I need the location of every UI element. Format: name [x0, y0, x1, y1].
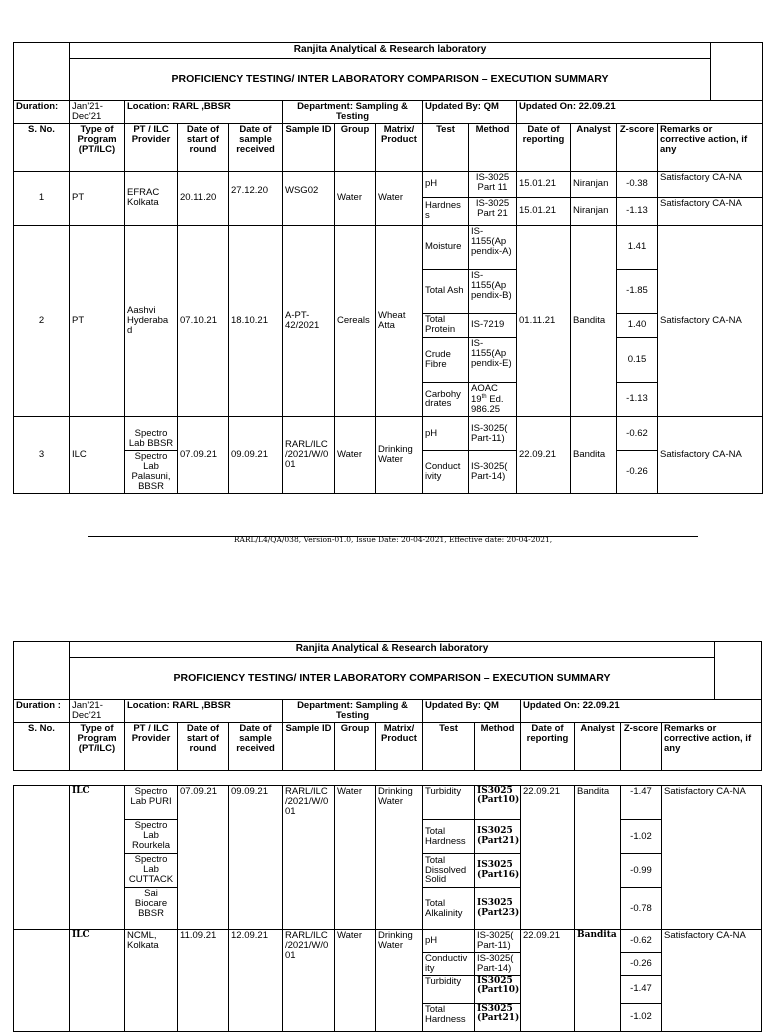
- method-cell: IS3025 (Part21): [475, 820, 521, 854]
- sno-cell: 2: [14, 225, 70, 416]
- method-cell: IS-3025( Part-11): [469, 417, 517, 451]
- test-cell: Hardnes s: [423, 197, 469, 225]
- zscore-cell: -1.85: [617, 269, 658, 313]
- test-cell: pH: [423, 417, 469, 451]
- method-cell: IS-3025 Part 21: [469, 197, 517, 225]
- title-spacer: [711, 59, 763, 101]
- sno-cell: [14, 786, 70, 930]
- type-cell: PT: [70, 225, 125, 416]
- method-superscript: th: [481, 393, 487, 400]
- duration-value: Jan'21-Dec'21: [70, 700, 125, 723]
- method-cell: IS-3025 Part 11: [469, 171, 517, 197]
- matrix-cell: Drinking Water: [376, 417, 423, 494]
- remark-cell: Satisfactory CA-NA: [658, 171, 763, 197]
- summary-table-page2-body: [13, 785, 762, 1032]
- test-cell: Conductiv ity: [423, 952, 475, 975]
- title-spacer: [14, 43, 70, 59]
- start-date-cell: 07.09.21: [178, 417, 229, 494]
- col-header-test: Test: [423, 123, 469, 171]
- type-cell: ILC: [70, 417, 125, 494]
- col-header-zscore: Z-score: [617, 123, 658, 171]
- col-header-start: Date of start of round: [178, 722, 229, 770]
- col-header-remarks: Remarks or corrective action, if any: [658, 123, 763, 171]
- remark-cell: Satisfactory CA-NA: [662, 930, 762, 1032]
- department: Department: Sampling & Testing: [283, 700, 423, 723]
- test-cell: Crude Fibre: [423, 337, 469, 382]
- col-header-matrix: Matrix/ Product: [376, 722, 423, 770]
- col-header-type: Type of Program (PT/ILC): [70, 722, 125, 770]
- method-cell: IS3025 (Part16): [475, 854, 521, 888]
- start-date-cell: 20.11.20: [178, 171, 229, 225]
- col-header-remarks: Remarks or corrective action, if any: [662, 722, 762, 770]
- test-cell: Total Hardness: [423, 1003, 475, 1031]
- sno-cell: 3: [14, 417, 70, 494]
- col-header-sample-id: Sample ID: [283, 123, 335, 171]
- document-title: PROFICIENCY TESTING/ INTER LABORATORY COMPARISON – EXECUTION SUMMARY: [70, 658, 715, 700]
- col-header-analyst: Analyst: [575, 722, 621, 770]
- method-cell: IS3025 (Part10): [475, 786, 521, 820]
- table-row: [14, 786, 762, 820]
- col-header-group: Group: [335, 123, 376, 171]
- start-date-cell: 07.09.21: [178, 786, 229, 930]
- sample-id-cell: RARL/ILC /2021/W/0 01: [283, 930, 335, 1032]
- provider-cell: Spectro Lab BBSR: [125, 417, 178, 451]
- summary-table-page2-header: [13, 641, 762, 771]
- col-header-type: Type of Program (PT/ILC): [70, 123, 125, 171]
- type-cell: PT: [70, 171, 125, 225]
- test-cell: Total Dissolved Solid: [423, 854, 475, 888]
- table-row: [14, 171, 763, 197]
- table-row: [14, 225, 763, 269]
- zscore-cell: -1.02: [621, 1003, 662, 1031]
- sample-id-cell: A-PT-42/2021: [283, 225, 335, 416]
- provider-text: Spectro Lab CUTTACK: [128, 854, 174, 885]
- col-header-sno: S. No.: [14, 722, 70, 770]
- sno-cell: 1: [14, 171, 70, 225]
- test-cell: Moisture: [423, 225, 469, 269]
- test-cell: Total Alkalinity: [423, 888, 475, 930]
- duration-label: Duration:: [14, 101, 70, 124]
- table-row: [14, 930, 762, 953]
- reporting-date-cell: 22.09.21: [521, 786, 575, 930]
- zscore-cell: -1.02: [621, 820, 662, 854]
- title-spacer: [715, 658, 762, 700]
- title-spacer: [14, 658, 70, 700]
- document-footer: RARL/L4/QA/038, Version-01.0, Issue Date: 20-04-2021, Effective date: 20-04-2021,: [233, 535, 553, 544]
- zscore-cell: -0.62: [621, 930, 662, 953]
- method-cell: [469, 382, 517, 416]
- start-date-cell: 07.10.21: [178, 225, 229, 416]
- updated-on: Updated On: 22.09.21: [521, 700, 762, 723]
- matrix-cell: Wheat Atta: [376, 225, 423, 416]
- remark-cell: Satisfactory CA-NA: [662, 786, 762, 930]
- received-date-cell: 09.09.21: [229, 786, 283, 930]
- col-header-group: Group: [335, 722, 376, 770]
- group-cell: Water: [335, 930, 376, 1032]
- zscore-cell: -0.78: [621, 888, 662, 930]
- sample-id-cell: RARL/ILC /2021/W/0 01: [283, 417, 335, 494]
- provider-cell: EFRAC Kolkata: [125, 171, 178, 225]
- provider-cell: Sai Biocare BBSR: [125, 888, 178, 930]
- col-header-provider: PT / ILC Provider: [125, 722, 178, 770]
- method-cell: IS3025 (Part23): [475, 888, 521, 930]
- zscore-cell: 0.15: [617, 337, 658, 382]
- reporting-date-cell: 15.01.21: [517, 197, 571, 225]
- analyst-cell: Bandita: [575, 930, 621, 1032]
- zscore-cell: -1.47: [621, 786, 662, 820]
- col-header-matrix: Matrix/ Product: [376, 123, 423, 171]
- start-date-cell: 11.09.21: [178, 930, 229, 1032]
- col-header-method: Method: [475, 722, 521, 770]
- location: Location: RARL ,BBSR: [125, 700, 283, 723]
- sample-id-cell: RARL/ILC /2021/W/0 01: [283, 786, 335, 930]
- provider-cell: [125, 854, 178, 888]
- matrix-cell: Water: [376, 171, 423, 225]
- method-cell: IS3025 (Part10): [475, 975, 521, 1003]
- test-cell: Total Hardness: [423, 820, 475, 854]
- updated-by: Updated By: QM: [423, 101, 517, 124]
- method-text: AOAC 19: [471, 382, 498, 406]
- type-cell: ILC: [70, 786, 125, 930]
- title-spacer: [14, 59, 70, 101]
- col-header-start: Date of start of round: [178, 123, 229, 171]
- col-header-analyst: Analyst: [571, 123, 617, 171]
- group-cell: Water: [335, 786, 376, 930]
- analyst-cell: Niranjan: [571, 197, 617, 225]
- zscore-cell: -0.99: [621, 854, 662, 888]
- provider-cell: Spectro Lab PURI: [125, 786, 178, 820]
- col-header-method: Method: [469, 123, 517, 171]
- method-cell: IS-3025( Part-14): [469, 451, 517, 494]
- zscore-cell: 1.40: [617, 313, 658, 337]
- col-header-sno: S. No.: [14, 123, 70, 171]
- zscore-cell: -0.62: [617, 417, 658, 451]
- reporting-date-cell: 01.11.21: [517, 225, 571, 416]
- lab-name: Ranjita Analytical & Research laboratory: [70, 43, 711, 59]
- col-header-provider: PT / ILC Provider: [125, 123, 178, 171]
- table-row: [14, 417, 763, 451]
- col-header-reporting: Date of reporting: [517, 123, 571, 171]
- provider-cell: Aashvi Hyderaba d: [125, 225, 178, 416]
- matrix-cell: Drinking Water: [376, 786, 423, 930]
- method-cell: IS-1155(Ap pendix-A): [469, 225, 517, 269]
- test-cell: Turbidity: [423, 786, 475, 820]
- received-date-cell: 27.12.20: [229, 171, 283, 225]
- zscore-cell: -0.26: [617, 451, 658, 494]
- received-date-cell: 18.10.21: [229, 225, 283, 416]
- title-spacer: [715, 642, 762, 658]
- zscore-cell: -0.38: [617, 171, 658, 197]
- provider-cell: Spectro Lab Palasuni, BBSR: [125, 451, 178, 494]
- title-spacer: [711, 43, 763, 59]
- group-cell: Water: [335, 171, 376, 225]
- reporting-date-cell: 22.09.21: [517, 417, 571, 494]
- col-header-zscore: Z-score: [621, 722, 662, 770]
- analyst-cell: Niranjan: [571, 171, 617, 197]
- provider-cell: NCML, Kolkata: [125, 930, 178, 1032]
- group-cell: Cereals: [335, 225, 376, 416]
- group-cell: Water: [335, 417, 376, 494]
- duration-value: Jan'21-Dec'21: [70, 101, 125, 124]
- zscore-cell: 1.41: [617, 225, 658, 269]
- received-date-cell: 12.09.21: [229, 930, 283, 1032]
- analyst-cell: Bandita: [575, 786, 621, 930]
- method-cell: IS-1155(Ap pendix-E): [469, 337, 517, 382]
- test-cell: pH: [423, 930, 475, 953]
- col-header-sample-id: Sample ID: [283, 722, 335, 770]
- test-cell: Turbidity: [423, 975, 475, 1003]
- reporting-date-cell: 15.01.21: [517, 171, 571, 197]
- col-header-test: Test: [423, 722, 475, 770]
- test-cell: Conduct ivity: [423, 451, 469, 494]
- method-cell: IS-7219: [469, 313, 517, 337]
- provider-cell: Spectro Lab Rourkela: [125, 820, 178, 854]
- test-cell: pH: [423, 171, 469, 197]
- test-cell: Carbohy drates: [423, 382, 469, 416]
- summary-table-page1: [13, 42, 763, 494]
- col-header-received: Date of sample received: [229, 123, 283, 171]
- location: Location: RARL ,BBSR: [125, 101, 283, 124]
- type-cell: ILC: [70, 930, 125, 1032]
- method-text: Ed. 986.25: [471, 394, 504, 416]
- method-cell: IS-3025( Part-14): [475, 952, 521, 975]
- method-cell: IS-1155(Ap pendix-B): [469, 269, 517, 313]
- analyst-cell: Bandita: [571, 225, 617, 416]
- col-header-received: Date of sample received: [229, 722, 283, 770]
- sample-id-cell: WSG02: [283, 171, 335, 225]
- document-title: PROFICIENCY TESTING/ INTER LABORATORY COMPARISON – EXECUTION SUMMARY: [70, 59, 711, 101]
- analyst-cell: Bandita: [571, 417, 617, 494]
- zscore-cell: -1.47: [621, 975, 662, 1003]
- duration-label: Duration :: [14, 700, 70, 723]
- method-cell: IS3025 (Part21): [475, 1003, 521, 1031]
- test-cell: Total Protein: [423, 313, 469, 337]
- zscore-cell: -1.13: [617, 197, 658, 225]
- reporting-date-cell: 22.09.21: [521, 930, 575, 1032]
- test-cell: Total Ash: [423, 269, 469, 313]
- zscore-cell: -0.26: [621, 952, 662, 975]
- remark-cell: Satisfactory CA-NA: [658, 197, 763, 225]
- matrix-cell: Drinking Water: [376, 930, 423, 1032]
- col-header-reporting: Date of reporting: [521, 722, 575, 770]
- remark-cell: Satisfactory CA-NA: [658, 417, 763, 494]
- method-cell: IS-3025( Part-11): [475, 930, 521, 953]
- lab-name: Ranjita Analytical & Research laboratory: [70, 642, 715, 658]
- updated-on: Updated On: 22.09.21: [517, 101, 763, 124]
- title-spacer: [14, 642, 70, 658]
- received-date-cell: 09.09.21: [229, 417, 283, 494]
- sno-cell: [14, 930, 70, 1032]
- zscore-cell: -1.13: [617, 382, 658, 416]
- updated-by: Updated By: QM: [423, 700, 521, 723]
- remark-cell: Satisfactory CA-NA: [658, 225, 763, 416]
- department: Department: Sampling & Testing: [283, 101, 423, 124]
